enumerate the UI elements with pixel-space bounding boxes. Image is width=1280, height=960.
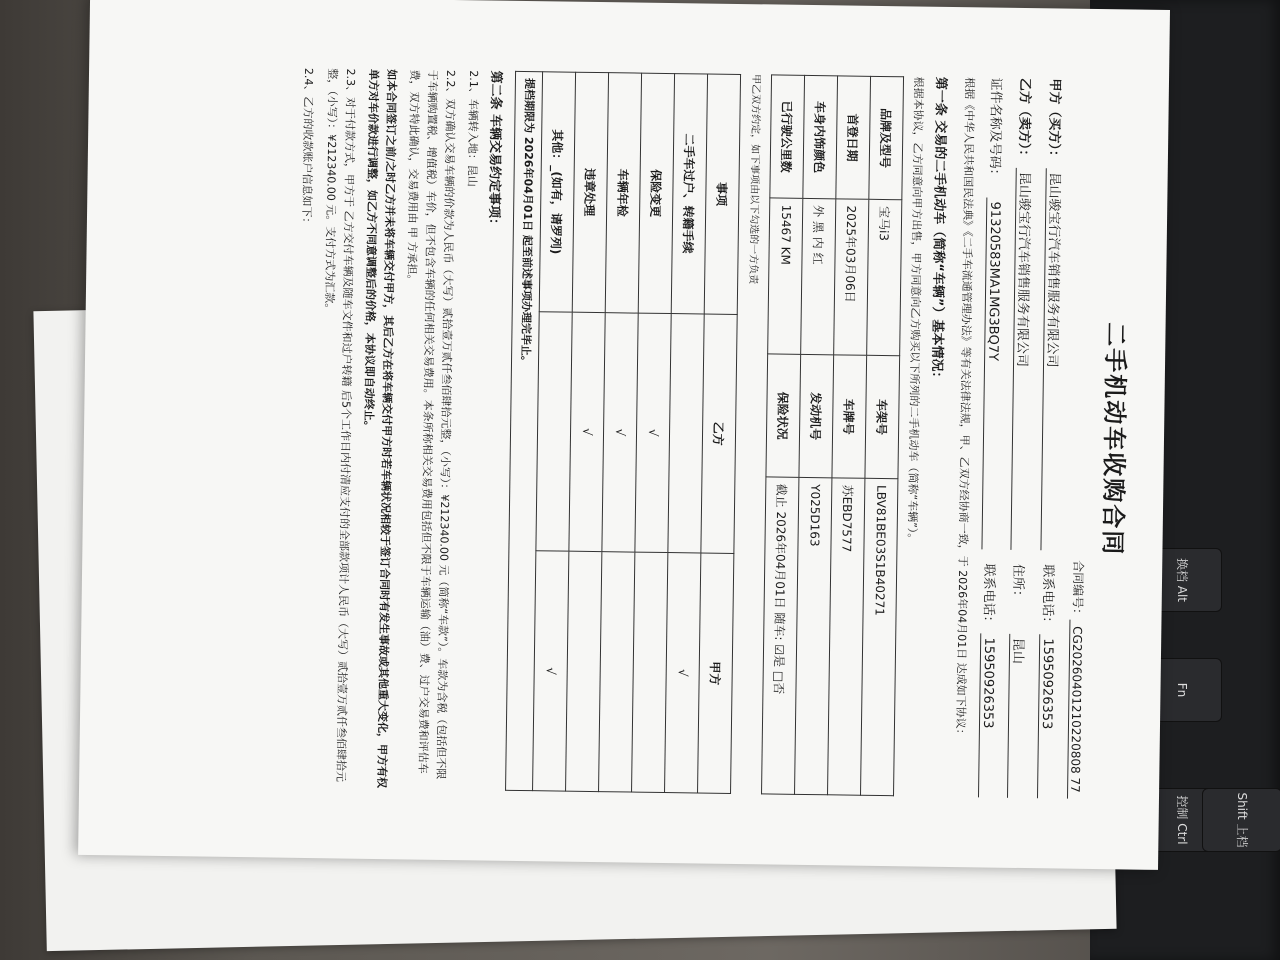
resp-check: √ xyxy=(532,551,568,791)
resp-check xyxy=(598,552,634,792)
resp-check xyxy=(565,551,601,791)
vehicle-field-value: 15467 KM xyxy=(767,198,802,355)
vehicle-field-value: Y025D163 xyxy=(794,477,831,794)
key-shift[interactable] xyxy=(1202,788,1280,852)
party-b-row xyxy=(1007,78,1037,798)
id-row xyxy=(978,77,1007,797)
vehicle-field-value: 2025年03月06日 xyxy=(833,199,868,356)
clause-2-3: 2.3、对于付款方式，甲方于 乙方交付车辆及随车文件和过户转籍 后5个工作日内付清应支付的全部款项计人民币（大写）贰拾壹万贰仟叁佰肆拾元整，（小写）：¥212340.00 元。支付方式为汇款。 xyxy=(322,68,357,783)
document-title: 二手机动车收购合同 xyxy=(1098,322,1130,557)
vehicle-field-value: 宝马i3 xyxy=(866,199,901,356)
resp-check: √ xyxy=(602,312,638,552)
vehicle-field-label: 车牌号 xyxy=(832,355,867,478)
party-b-name: 昆山骏宝行汽车销售服务有限公司 xyxy=(1010,168,1035,550)
contract-number xyxy=(1067,79,1094,799)
resp-item: 车辆年检 xyxy=(605,73,641,313)
contract-page xyxy=(78,0,1170,870)
resp-check xyxy=(536,311,572,551)
vehicle-field-value: LBV81BE03S1B40271 xyxy=(860,478,897,795)
resp-item: 其他：_(如有，请罗列) xyxy=(539,72,575,312)
contract-number-value: CG20260401210220808 77 xyxy=(1067,620,1084,799)
resp-head-item: 事项 xyxy=(704,74,740,314)
vehicle-field-label: 品牌及型号 xyxy=(869,76,904,199)
contract-number-label: 合同编号： xyxy=(1070,560,1086,621)
vehicle-field-value: 截止 2026年04月01日 随车: ☑是 □否 xyxy=(761,477,798,794)
vehicle-field-label: 发动机号 xyxy=(799,354,834,477)
resp-head-party-a: 甲方 xyxy=(697,553,733,793)
law-paragraph: 根据《中华人民共和国民法典》《二手车流通管理办法》等有关法律法规，甲、乙双方经协商一致，于 2026年04月01日 达成如下协议： xyxy=(953,77,977,740)
document-wrap xyxy=(50,0,1180,870)
responsibility-note: 甲乙双方约定，如下事项由以下勾选的一方负责 xyxy=(746,74,761,285)
vehicle-field-label: 保险状况 xyxy=(766,354,801,477)
resp-check: √ xyxy=(664,553,700,793)
party-b-label: 乙方（卖方）： xyxy=(1015,77,1033,163)
key-label: 换档 Alt xyxy=(1175,557,1190,603)
party-b-address-label: 住所： xyxy=(1009,563,1026,604)
party-b-address: 昆山 xyxy=(1007,634,1029,798)
clause-2-4: 2.4、乙方的收款账户信息如下： xyxy=(300,67,316,229)
resp-check: √ xyxy=(635,313,671,553)
resp-item: 二手车过户、转籍手续 xyxy=(671,74,707,314)
resp-head-party-b: 乙方 xyxy=(701,314,737,554)
resp-check xyxy=(631,552,667,792)
key-label: Shift 上档 xyxy=(1235,792,1250,848)
resp-check xyxy=(668,313,704,553)
vehicle-table xyxy=(761,74,904,796)
article-1-heading: 第一条 交易的二手机动车（简称“车辆”）基本情况： xyxy=(929,76,949,385)
key-label: 控制 Ctrl xyxy=(1175,795,1190,845)
party-a-row xyxy=(1037,78,1067,798)
party-a-phone: 15950926353 xyxy=(1037,634,1055,798)
id-label: 证件名称及号码： xyxy=(986,77,1004,182)
id-phone: 15950926353 xyxy=(978,633,996,797)
resp-check: √ xyxy=(569,312,605,552)
vehicle-field-label: 首登日期 xyxy=(836,76,871,199)
vehicle-field-label: 车身内饰颜色 xyxy=(803,75,838,198)
vehicle-field-label: 已行驶公里数 xyxy=(770,75,805,198)
resp-item: 保险变更 xyxy=(638,73,674,313)
clause-2-2b: 如本合同签订之前/之时乙方并未将车辆交付甲方，其后乙方在将车辆交付甲方时若车辆状况相较于签订合同时有发生事故或其他重大变化，甲方有权单方对车价款进行调整，如乙方不同意调整后的价格，本协议即自动终止。 xyxy=(362,68,398,789)
id-phone-label: 联系电话： xyxy=(980,563,997,629)
party-a-phone-label: 联系电话： xyxy=(1039,564,1056,630)
responsibility-table xyxy=(532,71,741,794)
deadline: 提档期限为 2026年04月01日 起至前述事项办理完毕止。 xyxy=(505,71,542,791)
party-a-label: 甲方（买方）： xyxy=(1045,78,1063,164)
id-value: 91320583MA1MG3BQ7Y xyxy=(981,197,1002,549)
vehicle-field-value: 苏EBD7577 xyxy=(827,478,864,795)
vehicle-field-label: 车架号 xyxy=(865,355,900,478)
vehicle-field-value: 外 黑 内 红 xyxy=(800,198,835,355)
contract-content xyxy=(284,68,1147,800)
key-label: Fn xyxy=(1175,682,1190,698)
clause-2-2: 2.2、双方确认交易车辆的价款为人民币（大写）贰拾壹万贰仟叁佰肆拾元整，（小写）：¥212340.00 元（简称“车款”）。车款为含税（包括但不限于车辆购置税、增值税）车价，但不包含车辆的任何相关交易费用。本条所称相关交易费用包括但不限于车辆运输（油）费、过户交易费和评估车费，双方特此确认，交易费用由 甲 方承担。 xyxy=(405,69,457,780)
clause-2-1: 2.1、车辆转入地：昆山 xyxy=(465,70,481,187)
article-2-heading: 第二条 车辆交易约定事项： xyxy=(486,70,504,232)
resp-item: 违章处理 xyxy=(572,72,608,312)
article-1-description: 根据本协议，乙方同意向甲方出售，甲方同意向乙方购买以下所列的二手机动车（简称“车辆”）。 xyxy=(905,76,926,545)
party-a-name: 昆山骏宝行汽车销售服务有限公司 xyxy=(1040,168,1065,550)
